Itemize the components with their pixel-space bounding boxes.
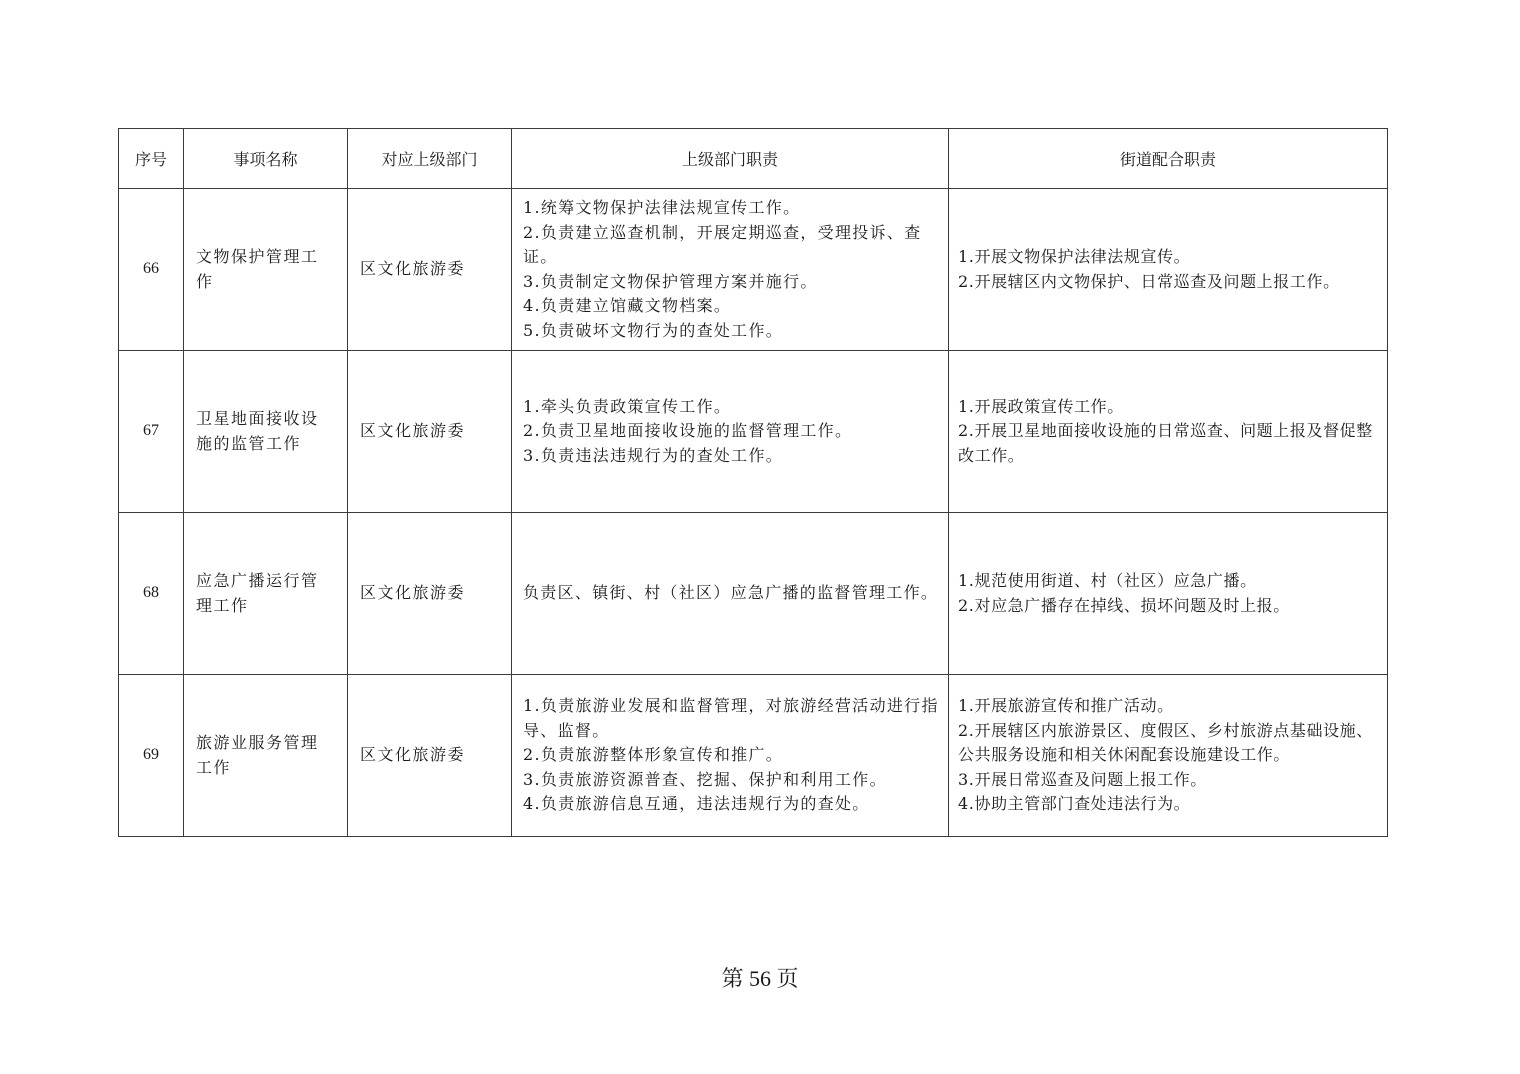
row-street-duties <box>949 513 1388 675</box>
duty-line: 4.负责建立馆藏文物档案。 <box>523 296 732 315</box>
header-serial-no: 序号 <box>119 129 184 189</box>
row-superior-duties <box>512 189 949 351</box>
duty-line: 2.负责卫星地面接收设施的监督管理工作。 <box>523 421 853 441</box>
row-superior-duties <box>512 351 949 513</box>
row-item-name <box>184 675 348 837</box>
street-duty-line: 3.开展日常巡查及问题上报工作。 <box>958 769 1207 789</box>
duty-line: 4.负责旅游信息互通，违法违规行为的查处。 <box>523 794 870 814</box>
duty-line: 1.统筹文物保护法律法规宣传工作。 <box>523 198 801 217</box>
street-duty-line: 1.开展政策宣传工作。 <box>958 396 1124 416</box>
row-street-duties <box>949 675 1388 837</box>
row-serial-no: 69 <box>119 675 184 837</box>
street-duty-line: 1.开展文物保护法律法规宣传。 <box>958 247 1191 266</box>
street-duty-line: 1.开展旅游宣传和推广活动。 <box>958 696 1174 716</box>
header-street-duties: 街道配合职责 <box>949 129 1388 189</box>
duty-line: 5.负责破坏文物行为的查处工作。 <box>523 320 784 340</box>
item-name-text: 应急广播运行管理工作 <box>196 571 319 615</box>
header-item-name: 事项名称 <box>184 129 348 189</box>
item-name-text: 旅游业服务管理工作 <box>196 733 319 777</box>
table-row <box>119 513 1388 675</box>
header-superior-dept: 对应上级部门 <box>348 129 512 189</box>
row-superior-duties <box>512 513 949 675</box>
table-header-row <box>119 129 1388 189</box>
row-superior-dept: 区文化旅游委 <box>348 189 512 351</box>
row-superior-dept: 区文化旅游委 <box>348 513 512 675</box>
duty-line: 1.牵头负责政策宣传工作。 <box>523 396 732 416</box>
street-duty-line: 1.规范使用街道、村（社区）应急广播。 <box>958 571 1257 590</box>
row-street-duties <box>949 351 1388 513</box>
table-row <box>119 675 1388 837</box>
row-serial-no: 66 <box>119 189 184 351</box>
row-item-name <box>184 351 348 513</box>
row-item-name <box>184 189 348 351</box>
street-duty-line: 2.开展卫星地面接收设施的日常巡查、问题上报及督促整改工作。 <box>958 421 1373 465</box>
duty-line: 3.负责旅游资源普查、挖掘、保护和利用工作。 <box>523 769 887 789</box>
duty-line: 1.负责旅游业发展和监督管理，对旅游经营活动进行指导、监督。 <box>523 696 939 740</box>
table-row <box>119 189 1388 351</box>
table-row <box>119 351 1388 513</box>
row-serial-no: 67 <box>119 351 184 513</box>
street-duty-line: 2.开展辖区内旅游景区、度假区、乡村旅游点基础设施、公共服务设施和相关休闲配套设施建设工作。 <box>958 720 1373 765</box>
row-item-name <box>184 513 348 675</box>
duty-line: 2.负责旅游整体形象宣传和推广。 <box>523 745 784 765</box>
item-name-text: 卫星地面接收设施的监管工作 <box>196 409 319 453</box>
item-name-text: 文物保护管理工作 <box>196 247 319 291</box>
duty-line: 3.负责违法违规行为的查处工作。 <box>523 445 784 465</box>
duty-line: 负责区、镇街、村（社区）应急广播的监督管理工作。 <box>523 583 939 603</box>
header-superior-duties: 上级部门职责 <box>512 129 949 189</box>
duty-line: 3.负责制定文物保护管理方案并施行。 <box>523 271 818 291</box>
street-duty-line: 2.开展辖区内文物保护、日常巡查及问题上报工作。 <box>958 271 1340 291</box>
street-duty-line: 4.协助主管部门查处违法行为。 <box>958 794 1191 814</box>
row-superior-dept: 区文化旅游委 <box>348 675 512 837</box>
row-superior-duties <box>512 675 949 837</box>
row-street-duties <box>949 189 1388 351</box>
responsibility-table <box>118 128 1388 837</box>
duty-line: 2.负责建立巡查机制，开展定期巡查，受理投诉、查证。 <box>523 222 922 266</box>
row-superior-dept: 区文化旅游委 <box>348 351 512 513</box>
row-serial-no: 68 <box>119 513 184 675</box>
street-duty-line: 2.对应急广播存在掉线、损坏问题及时上报。 <box>958 595 1290 615</box>
page-number: 第 56 页 <box>721 966 799 991</box>
